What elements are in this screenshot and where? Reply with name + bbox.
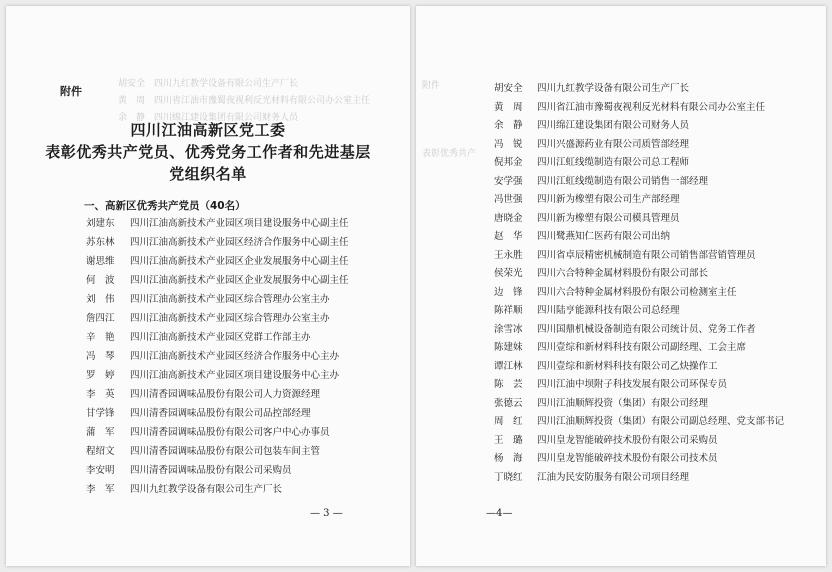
entry-desc: 四川鹭燕知仁医药有限公司出纳 <box>537 231 671 242</box>
entry-desc: 四川江油中坝附子科技发展有限公司环保专员 <box>537 379 728 390</box>
entry-desc: 四川江虹线缆制造有限公司总工程师 <box>537 157 690 168</box>
entry-name: 刘建东 <box>86 218 115 229</box>
left-page <box>6 6 410 566</box>
bleed-through-fragment: 表彰优秀共产 <box>422 149 477 159</box>
bleed-through-line: 余 静 四川绵江建设集团有限公司财务人员 <box>118 113 299 123</box>
entry-name: 詹四江 <box>86 313 115 324</box>
bleed-through-line: 黄 周 四川省江油市豫蜀夜视利反光材料有限公司办公室主任 <box>118 96 371 106</box>
entry-desc: 四川江油高新技术产业园区经济合作服务中心副主任 <box>130 237 349 248</box>
entry-desc: 四川省卓辰精密机械制造有限公司销售部营销管理员 <box>537 249 756 261</box>
entry-name: 何 波 <box>86 275 115 286</box>
entry-name: 蒲 军 <box>86 427 115 438</box>
entry-desc: 四川壹综和新材料科技有限公司乙炔操作工 <box>537 360 718 372</box>
entry-name: 丁晓红 <box>494 471 523 483</box>
entry-name: 刘 伟 <box>86 294 115 305</box>
entry-name: 张德云 <box>494 397 523 409</box>
entry-name: 冯 琴 <box>86 351 115 362</box>
entry-name: 胡安全 <box>494 83 523 94</box>
entry-name: 倪邦金 <box>494 157 523 168</box>
entry-desc: 四川陆亨能源科技有限公司总经理 <box>537 305 680 316</box>
entry-name: 边 锋 <box>494 286 523 298</box>
entry-name: 谭江林 <box>494 360 523 372</box>
entry-desc: 四川江油顺辉投资（集团）有限公司副总经理、党支部书记 <box>537 416 785 427</box>
entry-name: 陈建妹 <box>494 342 523 353</box>
entry-name: 余 静 <box>494 120 523 131</box>
entry-name: 冯 锐 <box>494 138 523 150</box>
title-line-1: 四川江油高新区党工委 <box>130 121 286 139</box>
entry-name: 陈祥顺 <box>494 305 523 316</box>
entry-name: 周 红 <box>494 416 523 427</box>
entry-desc: 四川清香园调味品股份有限公司品控部经理 <box>130 408 311 419</box>
entry-name: 赵 华 <box>494 231 523 242</box>
entry-name: 涂雪冰 <box>494 323 523 335</box>
entry-name: 甘学锋 <box>86 408 115 419</box>
title-line-2: 表彰优秀共产党员、优秀党务工作者和先进基层 <box>45 143 371 161</box>
entry-name: 罗 婷 <box>86 370 115 381</box>
entry-desc: 四川江油高新技术产业园区综合管理办公室主办 <box>130 294 330 305</box>
entry-name: 李 英 <box>86 389 115 400</box>
entry-name: 侯荣光 <box>494 268 523 279</box>
entry-desc: 四川清香园调味品股份有限公司采购员 <box>130 465 292 476</box>
entry-desc: 四川江油高新技术产业园区综合管理办公室主办 <box>130 313 330 324</box>
attachment-label: 附件 <box>60 85 82 98</box>
entry-desc: 四川江油高新技术产业园区项目建设服务中心主办 <box>130 370 340 381</box>
entry-name: 安学强 <box>494 175 523 187</box>
entry-desc: 四川新为橡塑有限公司模具管理员 <box>537 212 680 224</box>
entry-desc: 四川六合特种金属材料股份有限公司检测室主任 <box>537 286 737 298</box>
entry-desc: 四川江油高新技术产业园区经济合作服务中心主办 <box>130 351 340 362</box>
entry-name: 黄 周 <box>494 101 523 113</box>
entry-desc: 四川江油高新技术产业园区党群工作部主办 <box>130 332 311 343</box>
entry-desc: 四川九红教学设备有限公司生产厂长 <box>130 484 283 495</box>
entry-desc: 四川清香园调味品股份有限公司人力资源经理 <box>130 389 321 400</box>
page-number: —4— <box>486 508 513 519</box>
entry-desc: 四川江油高新技术产业园区项目建设服务中心副主任 <box>130 218 349 229</box>
entry-desc: 四川兴盛源药业有限公司质管部经理 <box>537 138 690 150</box>
entry-desc: 四川九红教学设备有限公司生产厂长 <box>537 83 690 94</box>
entry-name: 杨 海 <box>494 453 523 464</box>
entry-name: 陈 芸 <box>494 379 523 390</box>
entry-name: 李 军 <box>86 484 115 495</box>
entry-desc: 四川皇龙智能破碎技术股份有限公司技术员 <box>537 453 718 464</box>
entry-desc: 四川绵江建设集团有限公司财务人员 <box>537 120 690 131</box>
page-number: — 3 — <box>310 508 343 519</box>
entry-desc: 江油为民安防服务有限公司项目经理 <box>537 471 690 483</box>
bleed-through-fragment: 附件 <box>422 81 441 91</box>
entry-name: 程绍文 <box>86 446 115 457</box>
right-page <box>416 6 826 566</box>
entry-desc: 四川国鼎机械设备制造有限公司统计员、党务工作者 <box>537 323 756 335</box>
entry-name: 王永胜 <box>494 249 523 261</box>
entry-desc: 四川江油顺辉投资（集团）有限公司经理 <box>537 397 709 409</box>
entry-name: 谢思维 <box>86 256 115 267</box>
entry-desc: 四川省江油市豫蜀夜视利反光材料有限公司办公室主任 <box>537 101 766 113</box>
entry-name: 冯世强 <box>494 194 523 205</box>
entry-desc: 四川壹综和新材料科技有限公司副经理、工会主席 <box>537 342 747 353</box>
entry-name: 苏东林 <box>86 237 115 248</box>
entry-desc: 四川新为橡塑有限公司生产部经理 <box>537 194 680 205</box>
entry-name: 李安明 <box>86 465 115 476</box>
entry-desc: 四川六合特种金属材料股份有限公司部长 <box>537 268 709 279</box>
entry-desc: 四川皇龙智能破碎技术股份有限公司采购员 <box>537 434 718 446</box>
entry-desc: 四川江虹线缆制造有限公司销售一部经理 <box>537 175 709 187</box>
entry-desc: 四川清香园调味品股份有限公司客户中心办事员 <box>130 427 330 438</box>
entry-name: 唐晓金 <box>494 212 523 224</box>
entry-desc: 四川清香园调味品股份有限公司包装车间主管 <box>130 446 321 457</box>
entry-desc: 四川江油高新技术产业园区企业发展服务中心副主任 <box>130 256 349 267</box>
title-line-3: 党组织名单 <box>169 165 247 183</box>
entry-desc: 四川江油高新技术产业园区企业发展服务中心副主任 <box>130 275 349 286</box>
entry-name: 辛 艳 <box>86 332 115 343</box>
section-heading: 一、高新区优秀共产党员（40名） <box>84 200 246 212</box>
entry-name: 王 璐 <box>494 434 523 446</box>
bleed-through-line: 胡安全 四川九红教学设备有限公司生产厂长 <box>118 79 299 89</box>
